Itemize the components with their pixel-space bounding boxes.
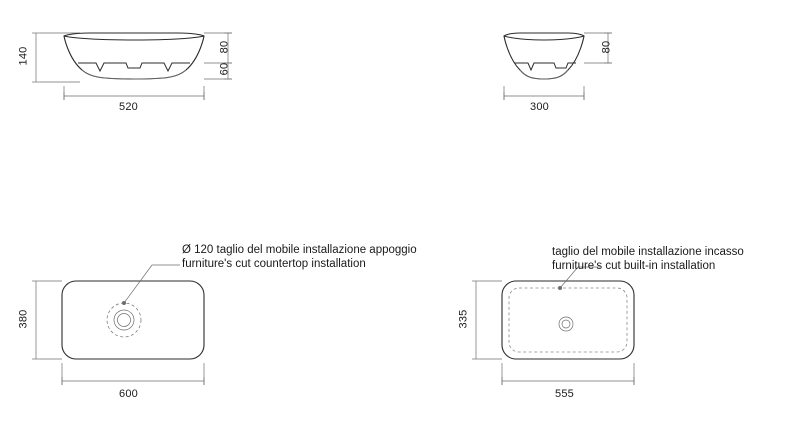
- note-builtin-line-english: furniture's cut built-in installation: [552, 260, 716, 272]
- plan-countertop-leader: [122, 265, 180, 305]
- dim-520-lines: [64, 86, 204, 100]
- note-builtin-installation: [552, 245, 744, 273]
- dim-label-80-right: 80: [600, 40, 613, 54]
- note-countertop-line-english: furniture's cut countertop installation: [182, 258, 366, 270]
- plan-builtin-outline: [502, 281, 634, 359]
- dim-600-lines: [62, 363, 204, 385]
- dim-380-lines: [32, 281, 62, 359]
- front-section-profile: [64, 33, 204, 79]
- dim-label-380: 380: [17, 309, 30, 329]
- dim-label-80-left: 80: [218, 40, 231, 54]
- dim-300-lines: [504, 86, 584, 100]
- plan-countertop-outline: [62, 281, 204, 359]
- dim-label-600: 600: [119, 388, 138, 400]
- dim-555-lines: [502, 363, 634, 385]
- dim-label-520: 520: [119, 101, 138, 113]
- note-countertop-line-italian: Ø 120 taglio del mobile installazione appoggio: [182, 244, 417, 256]
- note-countertop-installation: [182, 243, 417, 271]
- dim-label-555: 555: [555, 388, 574, 400]
- dim-140-lines: [32, 33, 80, 82]
- dim-label-300: 300: [530, 101, 549, 113]
- note-builtin-line-italian: taglio del mobile installazione incasso: [552, 246, 744, 258]
- dim-label-335: 335: [457, 309, 470, 329]
- side-section-profile: [504, 33, 584, 79]
- dim-label-140: 140: [17, 46, 30, 66]
- dim-label-60-left: 60: [218, 62, 231, 76]
- dim-335-lines: [472, 281, 502, 359]
